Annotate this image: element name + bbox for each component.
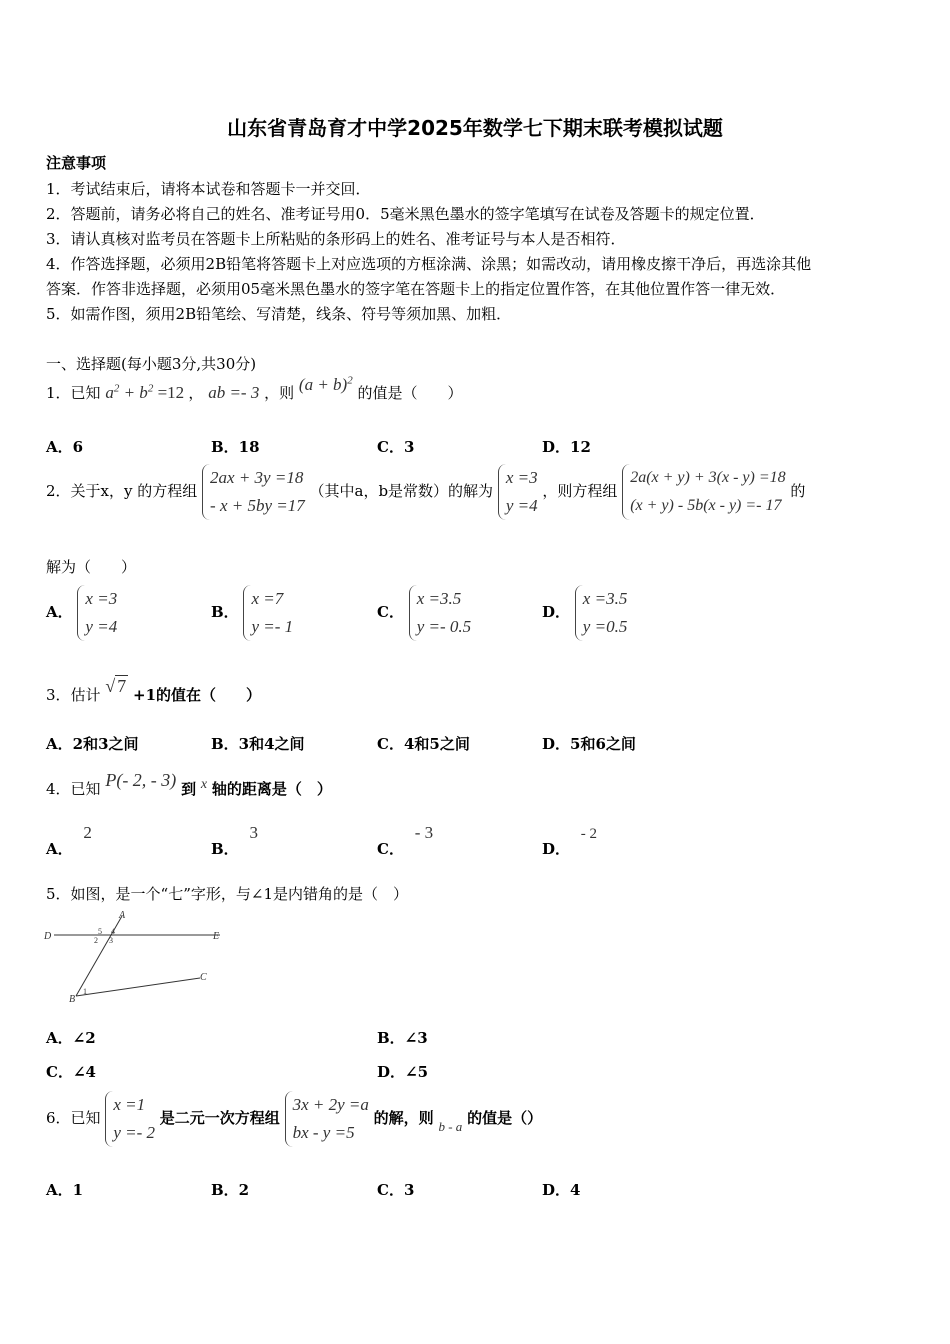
angle-4-label: 4 <box>111 927 115 936</box>
angle-3-label: 3 <box>109 936 113 945</box>
q3-option-b[interactable]: B．3和4之间 <box>211 735 305 753</box>
q1-option-b[interactable]: B．18 <box>211 438 260 456</box>
q2-option-d-system: x =3.5 y =0.5 <box>575 585 628 641</box>
note-item-5: 5．如需作图，须用2B铅笔绘、写清楚，线条、符号等须加黑、加粗． <box>46 305 512 323</box>
question-5: 5．如图，是一个“七”字形，与∠1是内错角的是（ ） <box>46 885 408 903</box>
angle-1-label: 1 <box>83 987 87 996</box>
q6-option-d[interactable]: D．4 <box>542 1181 581 1199</box>
q6-tail: 的值是（） <box>467 1109 543 1127</box>
q2-system-3: 2a(x + y) + 3(x - y) =18 (x + y) - 5b(x - y) =- 17 <box>622 464 785 520</box>
q4-option-a-label: A． <box>46 840 73 858</box>
q2-option-c[interactable] <box>377 585 471 641</box>
q2-line2: 解为（ ） <box>46 558 137 576</box>
q3-tail: +1的值在（ ） <box>133 686 262 704</box>
q2-option-b-label: B． <box>211 603 239 621</box>
q4-option-c-label: C． <box>377 840 404 858</box>
q4-tail: 轴的距离是（ ） <box>211 780 332 798</box>
q4-number: 4．已知 <box>46 780 101 798</box>
note-item-3: 3．请认真核对监考员在答题卡上所粘贴的条形码上的姓名、准考证号与本人是否相符． <box>46 230 626 248</box>
q6-mid2: 的解，则 <box>373 1109 434 1127</box>
notes-heading: 注意事项 <box>46 154 107 172</box>
q3-option-c[interactable]: C．4和5之间 <box>377 735 470 753</box>
q6-number: 6．已知 <box>46 1109 101 1127</box>
note-item-2: 2．答题前，请务必将自己的姓名、准考证号用0．5毫米黑色墨水的签字笔填写在试卷及答题卡的规定位置． <box>46 205 765 223</box>
q2-mid: （其中a，b是常数）的解为 <box>309 482 494 500</box>
q2-option-a[interactable] <box>46 585 117 641</box>
q1-then: ，则 <box>264 384 295 402</box>
q4-option-a-value: 2 <box>83 823 92 842</box>
q6-option-c[interactable]: C．3 <box>377 1181 415 1199</box>
label-a: A <box>119 910 126 921</box>
q1-number: 1．已知 <box>46 384 101 402</box>
note-item-1: 1．考试结束后，请将本试卷和答题卡一并交回． <box>46 180 371 198</box>
q3-number: 3．估计 <box>46 686 101 704</box>
label-d: D <box>44 931 52 942</box>
q4-option-a[interactable] <box>46 822 92 858</box>
q2-option-d[interactable] <box>542 585 627 641</box>
question-2 <box>46 464 805 520</box>
q1-tail: 的值是（ ） <box>357 384 463 402</box>
q2-system-2: x =3 y =4 <box>498 464 538 520</box>
q3-sqrt: √ 7 <box>105 676 127 696</box>
q5-option-c[interactable]: C．∠4 <box>46 1063 96 1081</box>
q2-option-c-system: x =3.5 y =- 0.5 <box>409 585 471 641</box>
q4-mid: 到 <box>181 780 197 798</box>
note-item-4: 4．作答选择题，必须用2B铅笔将答题卡上对应选项的方框涂满、涂黑；如需改动，请用橡皮擦干净后，再选涂其他 <box>46 255 812 273</box>
q2-option-c-label: C． <box>377 603 404 621</box>
q2-system-1: 2ax + 3y =18 - x + 5by =17 <box>202 464 305 520</box>
q2-tail: 的 <box>790 482 806 500</box>
page-title: 山东省青岛育才中学2025年数学七下期末联考模拟试题 <box>227 116 723 140</box>
q1-option-d[interactable]: D．12 <box>542 438 591 456</box>
q3-option-a[interactable]: A．2和3之间 <box>46 735 139 753</box>
q4-option-d[interactable] <box>542 822 598 858</box>
q5-option-d[interactable]: D．∠5 <box>377 1063 429 1081</box>
line-bc <box>76 978 200 996</box>
angle-2-label: 2 <box>94 936 98 945</box>
q6-system-1: x =1 y =- 2 <box>105 1091 155 1147</box>
q2-option-a-system: x =3 y =4 <box>77 585 117 641</box>
q5-figure <box>40 908 230 1004</box>
q2-option-d-label: D． <box>542 603 571 621</box>
question-3 <box>46 676 262 705</box>
q6-expr: b - a <box>438 1119 463 1134</box>
q1-option-c[interactable]: C．3 <box>377 438 415 456</box>
note-item-4-cont: 答案．作答非选择题，必须用05毫米黑色墨水的签字笔在答题卡上的指定位置作答，在其他位置作答一律无效． <box>46 280 786 298</box>
q1-expr-b: ab =- 3 <box>208 383 260 402</box>
q2-mid2: ，则方程组 <box>542 482 618 500</box>
q4-option-b[interactable] <box>211 822 258 858</box>
q6-option-a[interactable]: A．1 <box>46 1181 84 1199</box>
q2-number: 2．关于x，y 的方程组 <box>46 482 198 500</box>
label-c: C <box>200 972 207 983</box>
label-e: E <box>213 931 220 942</box>
q6-option-b[interactable]: B．2 <box>211 1181 250 1199</box>
question-1 <box>46 374 463 403</box>
q6-system-2: 3x + 2y =a bx - y =5 <box>285 1091 369 1147</box>
q4-option-c[interactable] <box>377 822 434 858</box>
angle-5-label: 5 <box>98 927 102 936</box>
q4-option-b-value: 3 <box>249 823 258 842</box>
question-6 <box>46 1091 542 1147</box>
q1-option-a[interactable]: A．6 <box>46 438 84 456</box>
q4-option-d-value: - 2 <box>580 826 598 842</box>
q4-option-d-label: D． <box>542 840 571 858</box>
q4-axis: x <box>200 777 208 792</box>
q4-option-b-label: B． <box>211 840 239 858</box>
q1-expr-a: $a^2 + b^2 =12$ <box>105 382 185 402</box>
q6-mid: 是二元一次方程组 <box>159 1109 280 1127</box>
q3-option-d[interactable]: D．5和6之间 <box>542 735 636 753</box>
q2-option-b[interactable] <box>211 585 293 641</box>
q5-option-b[interactable]: B．∠3 <box>377 1029 428 1047</box>
label-b: B <box>69 994 76 1004</box>
q2-option-a-label: A． <box>46 603 73 621</box>
q2-option-b-system: x =7 y =- 1 <box>243 585 293 641</box>
section-heading: 一、选择题(每小题3分,共30分) <box>46 355 257 373</box>
q1-expr-c: $(a + b)^2$ <box>298 374 353 394</box>
q4-point: P(- 2, - 3) <box>105 770 177 790</box>
question-4 <box>46 770 332 799</box>
q4-option-c-value: - 3 <box>414 823 434 842</box>
q1-sep: ， <box>188 384 204 402</box>
q5-option-a[interactable]: A．∠2 <box>46 1029 96 1047</box>
